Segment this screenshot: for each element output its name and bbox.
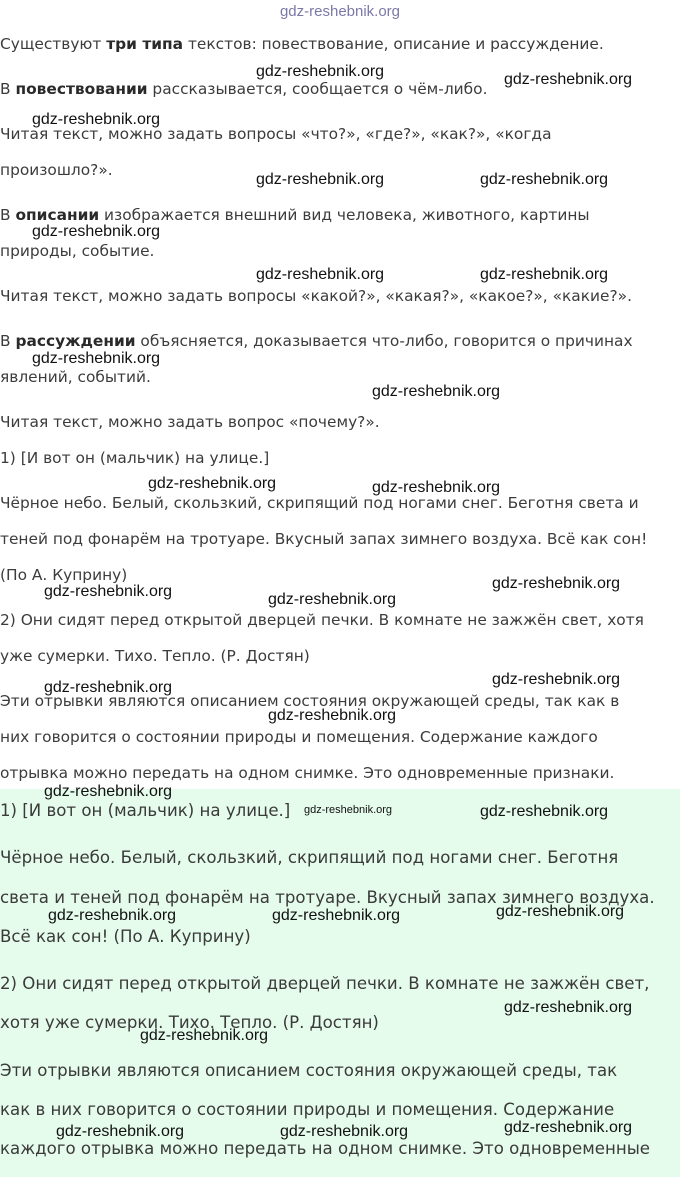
answer-line-3: света и теней под фонарём на тротуаре. Вкусный запах зимнего воздуха. xyxy=(0,888,655,907)
theory-description-questions: Читая текст, можно задать вопросы «какой?», «какая?», «какое?», «какие?». xyxy=(0,287,632,305)
answer-line-2: Чёрное небо. Белый, скользкий, скрипящий под ногами снег. Беготня xyxy=(0,848,619,867)
theory-narration-questions-cont: произошло?». xyxy=(0,161,113,179)
watermark: gdz-reshebnik.org xyxy=(272,907,401,924)
theory-description-cont: природы, событие. xyxy=(0,242,155,260)
watermark: gdz-reshebnik.org xyxy=(268,591,397,608)
watermark: gdz-reshebnik.org xyxy=(496,903,625,920)
answer-line-5: 2) Они сидят перед открытой дверцей печки. В комнате не зажжён свет, xyxy=(0,974,650,993)
watermark: gdz-reshebnik.org xyxy=(492,575,621,592)
watermark: gdz-reshebnik.org xyxy=(48,907,177,924)
watermark: gdz-reshebnik.org xyxy=(504,999,633,1016)
watermark: gdz-reshebnik.org xyxy=(44,783,173,800)
watermark: gdz-reshebnik.org xyxy=(256,266,385,283)
watermark: gdz-reshebnik.org xyxy=(504,71,633,88)
watermark: gdz-reshebnik.org xyxy=(372,479,501,496)
watermark: gdz-reshebnik.org xyxy=(268,707,397,724)
watermark: gdz-reshebnik.org xyxy=(44,583,173,600)
answer-line-7: Эти отрывки являются описанием состояния окружающей среды, так xyxy=(0,1061,618,1080)
watermark: gdz-reshebnik.org xyxy=(140,1027,269,1044)
watermark: gdz-reshebnik.org xyxy=(304,804,393,816)
watermark: gdz-reshebnik.org xyxy=(280,1123,409,1140)
conclusion-line-3: отрывка можно передать на одном снимке. Это одновременные признаки. xyxy=(0,764,615,782)
theory-narration-questions: Читая текст, можно задать вопросы «что?», «где?», «как?», «когда xyxy=(0,125,552,143)
excerpt-1-line-1: Чёрное небо. Белый, скользкий, скрипящий под ногами снег. Беготня света и xyxy=(0,494,639,512)
watermark: gdz-reshebnik.org xyxy=(504,1119,633,1136)
excerpt-1-author: (По А. Куприну) xyxy=(0,566,128,584)
excerpt-2-line-1: 2) Они сидят перед открытой дверцей печки. В комнате не зажжён свет, хотя xyxy=(0,611,644,629)
excerpt-1-line-2: теней под фонарём на тротуаре. Вкусный запах зимнего воздуха. Всё как сон! xyxy=(0,530,648,548)
theory-reasoning-questions: Читая текст, можно задать вопрос «почему?». xyxy=(0,413,380,431)
watermark: gdz-reshebnik.org xyxy=(480,266,609,283)
watermark: gdz-reshebnik.org xyxy=(32,350,161,367)
watermark: gdz-reshebnik.org xyxy=(56,1123,185,1140)
watermark: gdz-reshebnik.org xyxy=(480,171,609,188)
site-header-link[interactable]: gdz-reshebnik.org xyxy=(279,3,401,20)
theory-paragraph-narration: В повествовании рассказывается, сообщается о чём-либо. xyxy=(0,80,488,98)
theory-reasoning-cont: явлений, событий. xyxy=(0,368,151,386)
answer-line-6: хотя уже сумерки. Тихо. Тепло. (Р. Достян) xyxy=(0,1013,379,1032)
watermark: gdz-reshebnik.org xyxy=(32,111,161,128)
excerpt-2-line-2: уже сумерки. Тихо. Тепло. (Р. Достян) xyxy=(0,647,310,665)
watermark: gdz-reshebnik.org xyxy=(256,171,385,188)
theory-paragraph-description: В описании изображается внешний вид человека, животного, картины xyxy=(0,206,590,224)
watermark: gdz-reshebnik.org xyxy=(148,475,277,492)
answer-line-8: как в них говорится о состоянии природы и помещения. Содержание xyxy=(0,1100,615,1119)
watermark: gdz-reshebnik.org xyxy=(32,223,161,240)
watermark: gdz-reshebnik.org xyxy=(44,679,173,696)
watermark: gdz-reshebnik.org xyxy=(372,383,501,400)
answer-line-4: Всё как сон! (По А. Куприну) xyxy=(0,927,251,946)
answer-line-9: каждого отрывка можно передать на одном снимке. Это одновременные xyxy=(0,1139,651,1158)
conclusion-line-2: них говорится о состоянии природы и помещения. Содержание каждого xyxy=(0,728,598,746)
theory-paragraph-types: Существуют три типа текстов: повествование, описание и рассуждение. xyxy=(0,35,604,53)
watermark: gdz-reshebnik.org xyxy=(256,63,385,80)
watermark: gdz-reshebnik.org xyxy=(480,803,609,820)
answer-line-1: 1) [И вот он (мальчик) на улице.] xyxy=(0,801,291,820)
excerpt-1-title: 1) [И вот он (мальчик) на улице.] xyxy=(0,449,270,467)
theory-paragraph-reasoning: В рассуждении объясняется, доказывается что-либо, говорится о причинах xyxy=(0,332,633,350)
conclusion-line-1: Эти отрывки являются описанием состояния окружающей среды, так как в xyxy=(0,692,620,710)
watermark: gdz-reshebnik.org xyxy=(492,671,621,688)
